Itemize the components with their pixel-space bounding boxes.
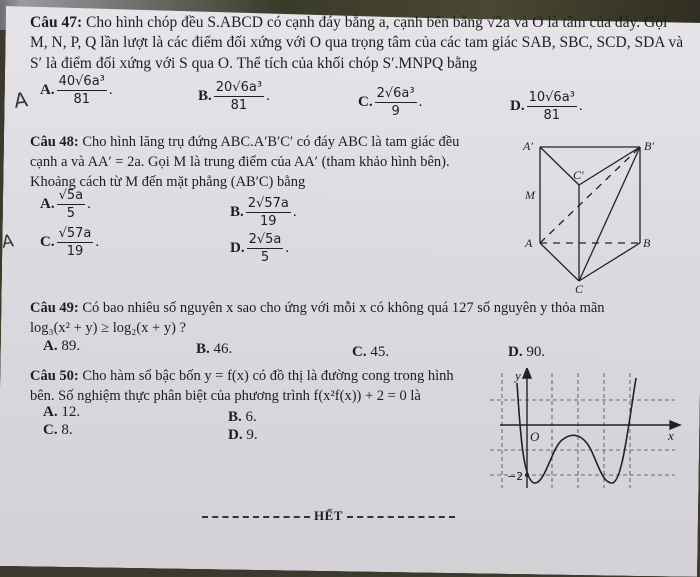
q48-line2: cạnh a và AA′ = 2a. Gọi M là trung điểm của AA′ (tham khảo hình bên).	[30, 154, 450, 170]
q49-line2: log₃(x² + y) ≥ log₂(x + y) ?	[30, 320, 186, 336]
q48-label: Câu 48:	[30, 134, 79, 150]
x-axis-label: x	[668, 428, 674, 443]
q47-option-d[interactable]: D. $\frac{\text{10√6a³}}{81}$ .	[510, 90, 583, 123]
end-label: HẾT	[314, 508, 343, 523]
end-marker	[198, 508, 459, 524]
dash-right	[347, 516, 455, 518]
q48-line1	[30, 132, 459, 152]
q50-option-d[interactable]: D. 9.	[228, 427, 258, 443]
label-m: M	[525, 188, 535, 202]
dash-left	[202, 516, 310, 518]
q48-option-b[interactable]: B. $\frac{2√57a}{19}$ .	[230, 196, 297, 229]
q50-text-1: Cho hàm số bậc bốn y = f(x) có đồ thị là đường cong trong hình	[82, 368, 454, 384]
q47-text-1: Cho hình chóp đều S.ABCD có cạnh đáy bằng a, cạnh bên bằng √2a và O là tâm của đáy. Gọi	[85, 14, 668, 31]
q50-line2: bên. Số nghiệm thực phân biệt của phương trình f(x²f(x)) + 2 = 0 là	[30, 388, 421, 404]
q50-label: Câu 50:	[30, 368, 79, 384]
q50-option-b[interactable]: B. 6.	[228, 409, 257, 425]
label-a: A	[525, 236, 533, 250]
quartic-graph	[490, 368, 685, 488]
q47-option-c[interactable]: C. $\frac{\text{2√6a³}}{9}$ .	[358, 86, 423, 119]
q47-label: Câu 47:	[30, 14, 83, 31]
q48-option-a[interactable]: A. $\frac{√5a}{5}$ .	[40, 188, 91, 221]
q50-option-a[interactable]: A. 12.	[43, 404, 81, 420]
q49-label: Câu 49:	[30, 300, 79, 316]
q49-option-a[interactable]: A. 89.	[43, 338, 81, 354]
q49-option-b[interactable]: B. 46.	[196, 341, 233, 357]
q49-text-1: Có bao nhiêu số nguyên x sao cho ứng với mỗi x có không quá 127 số nguyên y thỏa mãn	[82, 300, 605, 316]
origin-label: O	[530, 429, 540, 444]
q50-option-c[interactable]: C. 8.	[43, 422, 73, 438]
prism-figure	[515, 135, 665, 295]
handwritten-answer-mark-q47: A	[12, 87, 30, 113]
q47-line1	[30, 13, 667, 33]
q47-option-a[interactable]: A. $\frac{\text{40√6a³}}{81}$ .	[40, 74, 113, 107]
handwritten-answer-mark-q48: A	[0, 231, 15, 253]
q47-option-b[interactable]: B. $\frac{\text{20√6a³}}{81}$ .	[198, 80, 270, 113]
q49-line1	[30, 298, 605, 318]
q49-option-d[interactable]: D. 90.	[508, 344, 546, 360]
y-axis-label: y	[515, 368, 521, 383]
q49-option-c[interactable]: C. 45.	[352, 344, 390, 360]
label-c-prime: C′	[573, 168, 584, 182]
label-b-prime: B′	[644, 139, 654, 153]
q47-line3: S′ là điểm đối xứng với S qua O. Thể tích của khối chóp S′.MNPQ bằng	[30, 55, 478, 72]
q48-line3: Khoảng cách từ M đến mặt phẳng (AB′C) bằng	[30, 174, 306, 190]
label-a-prime: A′	[523, 139, 533, 153]
label-b: B	[643, 236, 651, 250]
q50-line1	[30, 366, 454, 386]
minus-two-label: −2	[507, 470, 524, 483]
q48-text-1: Cho hình lăng trụ đứng ABC.A′B′C′ có đáy ABC là tam giác đều	[82, 134, 460, 150]
q48-option-d[interactable]: D. $\frac{2√5a}{5}$ .	[230, 232, 290, 265]
label-c: C	[575, 282, 584, 295]
q47-line2: M, N, P, Q lần lượt là các điểm đối xứng với O qua trọng tâm của các tam giác SAB, SBC, SCD, SDA và	[30, 34, 684, 51]
q48-option-c[interactable]: C. $\frac{√57a}{19}$ .	[40, 226, 100, 259]
